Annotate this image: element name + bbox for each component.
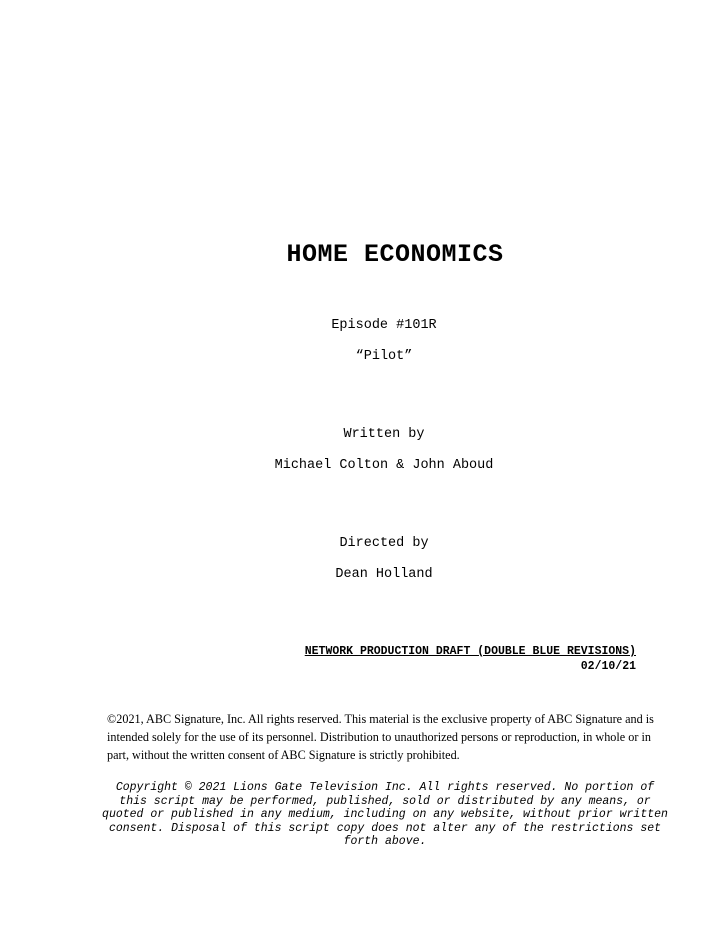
draft-name: NETWORK PRODUCTION DRAFT (DOUBLE BLUE REVISIONS)	[304, 645, 636, 658]
episode-number: Episode #101R	[331, 318, 437, 333]
episode-title: “Pilot”	[355, 349, 413, 364]
lionsgate-copyright-notice: Copyright © 2021 Lions Gate Television Inc. All rights reserved. No portion of this script may be performed, published, sold or distributed by any means, or quoted or published in any medium, including on any website, without prior written consent. Disposal of this script copy does not alter any of the restrictions set forth above.	[102, 781, 668, 848]
written-by-label: Written by	[343, 427, 425, 442]
script-title: HOME ECONOMICS	[286, 240, 504, 269]
abc-copyright-notice: ©2021, ABC Signature, Inc. All rights reserved. This material is the exclusive property of ABC Signature and is intended solely for the use of its personnel. Distribution to unauthorized persons or reproduction, in whole or in part, without the written consent of ABC Signature is strictly prohibited.	[107, 712, 654, 762]
writers: Michael Colton & John Aboud	[274, 458, 494, 473]
draft-date: 02/10/21	[580, 660, 636, 673]
director: Dean Holland	[335, 567, 433, 582]
draft-info	[305, 644, 636, 674]
directed-by-label: Directed by	[339, 536, 429, 551]
